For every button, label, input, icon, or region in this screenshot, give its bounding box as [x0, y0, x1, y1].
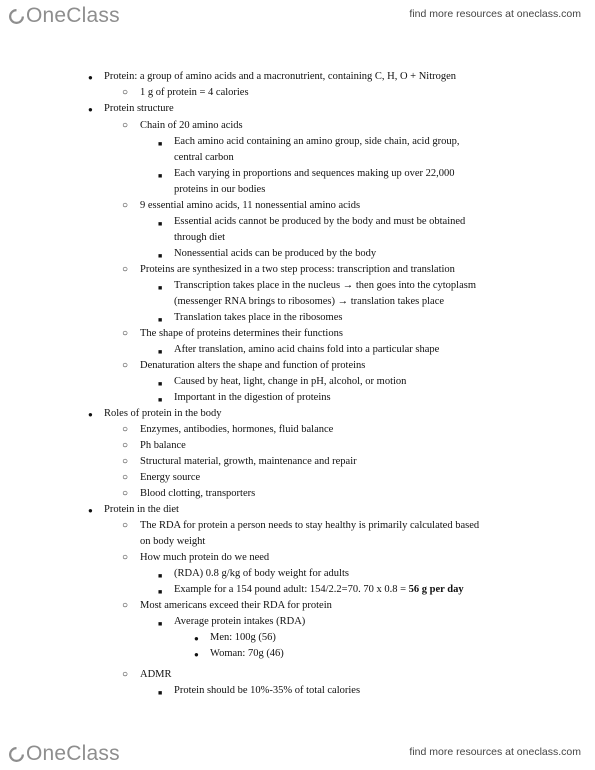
- bullet-line: Protein: a group of amino acids and a macronutrient, containing C, H, O + Nitrogen: [104, 71, 457, 82]
- bullet-line: The RDA for protein a person needs to stay healthy is primarily calculated based: [140, 520, 480, 531]
- bullet-circle-icon: ○: [122, 488, 129, 499]
- rda-result: 56 g per day: [408, 584, 464, 595]
- bullet-line: Essential acids cannot be produced by the body and must be obtained: [174, 216, 466, 227]
- oneclass-logo[interactable]: [8, 4, 120, 28]
- bullet-line: The shape of proteins determines their functions: [140, 328, 343, 339]
- bullet-square-icon: ■: [158, 284, 163, 292]
- footer-tagline-link[interactable]: find more resources at oneclass.com: [409, 746, 581, 758]
- bullet-line: Ph balance: [140, 440, 186, 451]
- bullet-line: Blood clotting, transporters: [140, 488, 256, 499]
- bullet-line: on body weight: [140, 536, 206, 547]
- bullet-line: Men: 100g (56): [210, 632, 276, 643]
- bullet-circle-icon: ○: [122, 440, 129, 451]
- bullet-line: Denaturation alters the shape and function of proteins: [140, 360, 366, 371]
- bullet-line: Example for a 154 pound adult: 154/2.2=70. 70 x 0.8 = 56 g per day: [174, 584, 464, 595]
- bullet-circle-icon: ○: [122, 600, 129, 611]
- bullet-line: Each amino acid containing an amino group, side chain, acid group,: [174, 136, 460, 147]
- page-footer: [0, 738, 595, 768]
- bullet-line: through diet: [174, 232, 226, 243]
- bullet-circle-icon: ○: [122, 200, 129, 211]
- bullet-square-icon: ■: [158, 316, 163, 324]
- oneclass-logo-icon: [8, 8, 25, 25]
- bullet-circle-icon: ○: [122, 472, 129, 483]
- bullet-line: Protein in the diet: [104, 504, 179, 515]
- bullet-line: Average protein intakes (RDA): [174, 616, 306, 627]
- bullet-line: ADMR: [140, 669, 172, 680]
- bullet-square-icon: ■: [158, 252, 163, 260]
- bullet-square-icon: ■: [158, 588, 163, 596]
- bullet-circle-icon: ○: [122, 87, 129, 98]
- bullet-square-icon: ■: [158, 140, 163, 148]
- bullet-line: Energy source: [140, 472, 201, 483]
- bullet-line: Important in the digestion of proteins: [174, 392, 331, 403]
- bullet-line: proteins in our bodies: [174, 184, 266, 195]
- header-tagline-link[interactable]: find more resources at oneclass.com: [409, 8, 581, 20]
- bullet-line: Transcription takes place in the nucleus → then goes into the cytoplasm: [174, 280, 477, 291]
- bullet-square-icon: ■: [158, 396, 163, 404]
- bullet-square-icon: ■: [158, 620, 163, 628]
- footer-logo-text: OneClass: [26, 742, 120, 765]
- bullet-circle-icon: ○: [122, 264, 129, 275]
- bullet-circle-icon: ○: [122, 120, 129, 131]
- bullet-square-icon: ■: [158, 689, 163, 697]
- bullet-line: Woman: 70g (46): [210, 648, 284, 659]
- bullet-line: 1 g of protein = 4 calories: [140, 87, 249, 98]
- bullet-square-icon: ■: [158, 220, 163, 228]
- bullet-disc-icon: ●: [194, 650, 199, 659]
- bullet-disc-icon: ●: [88, 73, 93, 82]
- bullet-square-icon: ■: [158, 348, 163, 356]
- oneclass-logo-icon: [8, 746, 25, 763]
- bullet-line: 9 essential amino acids, 11 nonessential amino acids: [140, 200, 361, 211]
- bullet-circle-icon: ○: [122, 424, 129, 435]
- bullet-line: How much protein do we need: [140, 552, 270, 563]
- bullet-line: Proteins are synthesized in a two step process: transcription and translation: [140, 264, 455, 275]
- bullet-line: Caused by heat, light, change in pH, alcohol, or motion: [174, 376, 407, 387]
- bullet-circle-icon: ○: [122, 456, 129, 467]
- bullet-line: Protein structure: [104, 103, 174, 114]
- bullet-circle-icon: ○: [122, 669, 129, 680]
- bullet-line: After translation, amino acid chains fold into a particular shape: [174, 344, 440, 355]
- bullet-line: Translation takes place in the ribosomes: [174, 312, 343, 323]
- bullet-disc-icon: ●: [88, 506, 93, 515]
- bullet-line: Protein should be 10%-35% of total calories: [174, 685, 361, 696]
- bullet-disc-icon: ●: [194, 634, 199, 643]
- bullet-circle-icon: ○: [122, 520, 129, 531]
- bullet-line: Each varying in proportions and sequences making up over 22,000: [174, 168, 455, 179]
- bullet-square-icon: ■: [158, 172, 163, 180]
- bullet-line: Structural material, growth, maintenance and repair: [140, 456, 357, 467]
- bullet-disc-icon: ●: [88, 410, 93, 419]
- bullet-line: central carbon: [174, 152, 234, 163]
- bullet-square-icon: ■: [158, 572, 163, 580]
- bullet-disc-icon: ●: [88, 105, 93, 114]
- bullet-square-icon: ■: [158, 380, 163, 388]
- page-header: [0, 0, 595, 30]
- bullet-line: Nonessential acids can be produced by the body: [174, 248, 377, 259]
- bullet-circle-icon: ○: [122, 552, 129, 563]
- bullet-line: Chain of 20 amino acids: [140, 120, 243, 131]
- bullet-line: Roles of protein in the body: [104, 408, 222, 419]
- bullet-circle-icon: ○: [122, 360, 129, 371]
- logo-text: OneClass: [26, 4, 120, 27]
- bullet-circle-icon: ○: [122, 328, 129, 339]
- bullet-line: (RDA) 0.8 g/kg of body weight for adults: [174, 568, 349, 579]
- footer-oneclass-logo[interactable]: [8, 742, 120, 766]
- bullet-line: (messenger RNA brings to ribosomes) → translation takes place: [174, 296, 445, 307]
- bullet-line: Enzymes, antibodies, hormones, fluid balance: [140, 424, 334, 435]
- bullet-line: Most americans exceed their RDA for protein: [140, 600, 332, 611]
